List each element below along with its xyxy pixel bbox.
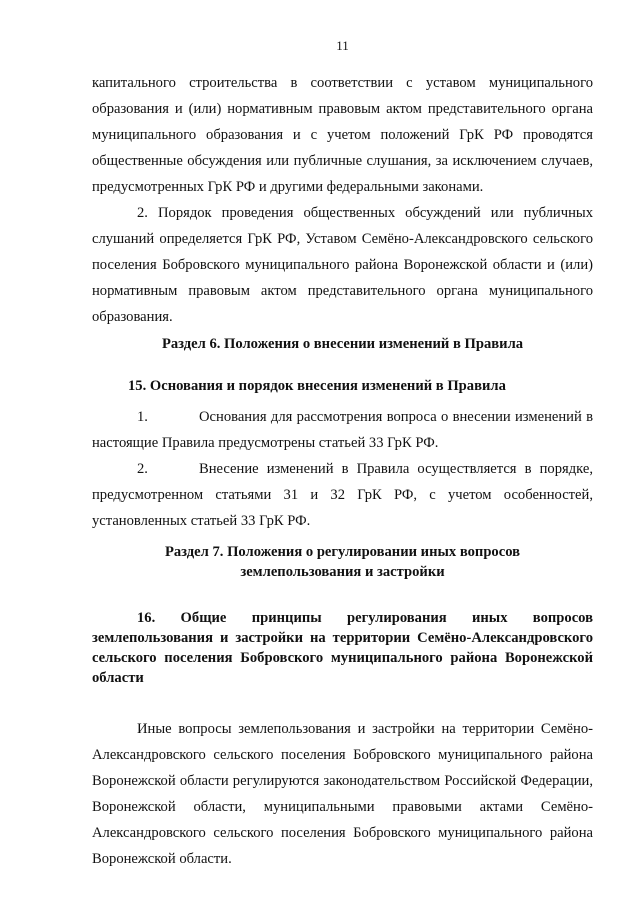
section-6-title: Раздел 6. Положения о внесении изменений в Правила — [161, 336, 524, 352]
paragraph-final: Иные вопросы землепользования и застройки на территории Семёно-Александровского сельского поселения Бобровского муниципального района Воронежской области регулируются законодательством Российской Федерации, Воронежской области, муниципальными правовыми актами Семёно-Александровского сельского поселения Бобровского муниципального района Воронежской области. — [92, 721, 593, 867]
article-15-title: 15. Основания и порядок внесения изменений в Правила — [128, 378, 506, 394]
item-text: Основания для рассмотрения вопроса о внесении изменений в настоящие Правила предусмотрены статьей 33 ГрК РФ. — [92, 409, 593, 451]
paragraph-2: 2. Порядок проведения общественных обсуждений или публичных слушаний определяется ГрК РФ, Уставом Семёно-Александровского сельского поселения Бобровского муниципального района Воронежской области и (или) нормативным правовым актом представительного органа муниципального образования. — [92, 205, 593, 325]
paragraph-continuation: капитального строительства в соответствии с уставом муниципального образования и (или) нормативным правовым актом представительного органа муниципального образования и с учетом положений ГрК РФ проводятся общественные обсуждения или публичные слушания, за исключением случаев, предусмотренных ГрК РФ и другими федеральными законами. — [92, 75, 593, 195]
article-16-title — [92, 608, 593, 688]
item-text: Внесение изменений в Правила осуществляется в порядке, предусмотренном статьями 31 и 32 ГрК РФ, с учетом особенностей, установленных статьей 33 ГрК РФ. — [92, 461, 593, 529]
section-7-title-line-1: Раздел 7. Положения о регулировании иных вопросов — [164, 544, 521, 560]
section-7-title — [92, 542, 593, 582]
item-number: 1. — [137, 409, 148, 425]
page-number: 11 — [336, 38, 349, 53]
item-number: 2. — [137, 461, 148, 477]
article-16-title-text: 16. Общие принципы регулирования иных вопросов землепользования и застройки на территории Семёно-Александровского сельского поселения Бобровского муниципального района Воронежской области — [92, 610, 593, 686]
article-15-item-1 — [92, 404, 593, 456]
section-7-title-line-2: землепользования и застройки — [240, 564, 445, 580]
article-15-item-2 — [92, 456, 593, 534]
